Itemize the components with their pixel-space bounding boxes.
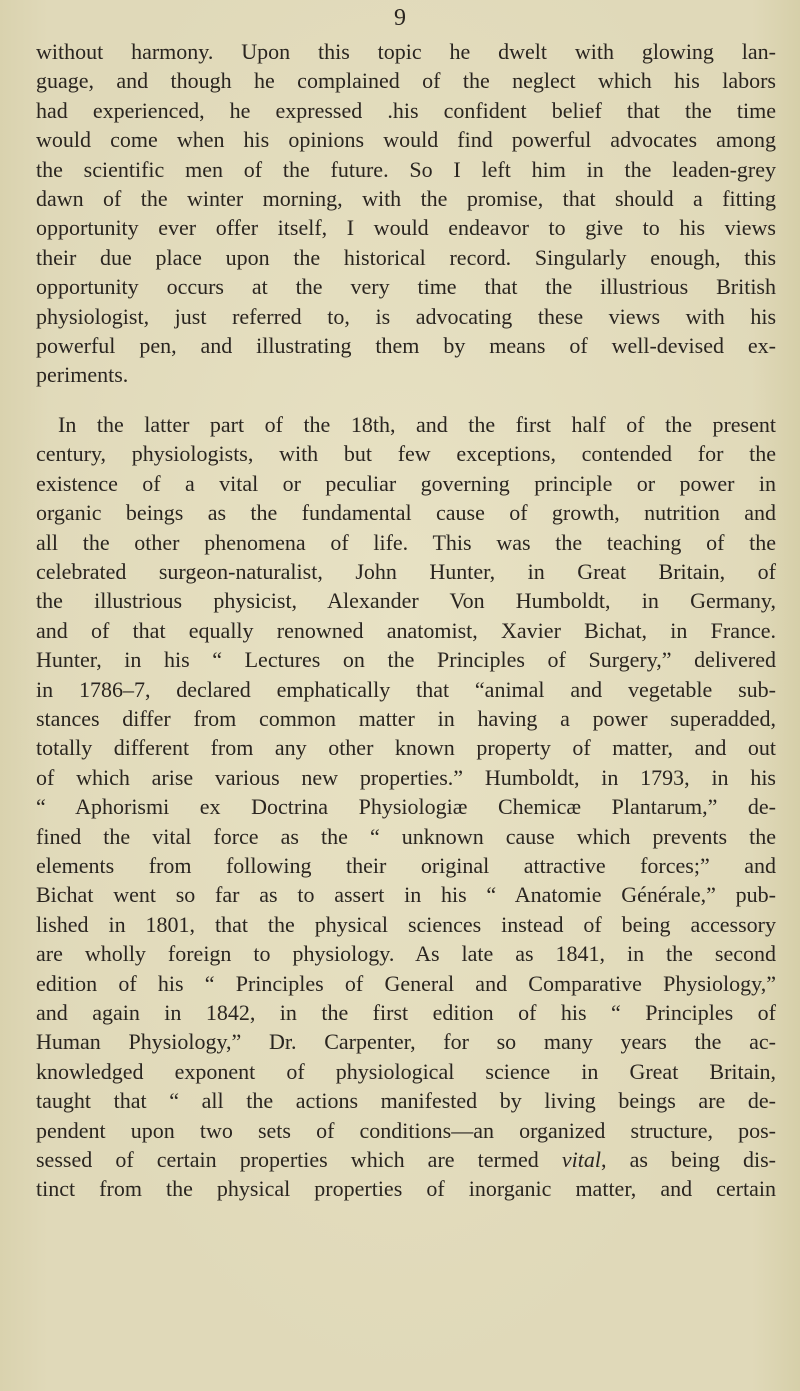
text-line: organic beings as the fundamental cause of growth, nutrition and [36,500,776,526]
text-line: totally different from any other known property of matter, and out [36,735,776,761]
emphasis-text: vital [561,1147,601,1173]
text-line: Bichat went so far as to assert in his “ Anatomie Générale,” pub- [36,882,776,908]
text-line: the illustrious physicist, Alexander Von Humboldt, in Germany, [36,588,776,614]
text-line: opportunity ever offer itself, I would endeavor to give to his views [36,215,776,241]
text-line: existence of a vital or peculiar governing principle or power in [36,470,776,496]
text-line: Human Physiology,” Dr. Carpenter, for so many years the ac- [36,1029,776,1055]
text-line: guage, and though he complained of the neglect which his labors [36,68,776,94]
text-line: pendent upon two sets of conditions—an organized structure, pos- [36,1117,776,1143]
paragraph-1 [36,37,776,390]
text-line: celebrated surgeon-naturalist, John Hunter, in Great Britain, of [36,558,776,584]
text-line: sessed of certain properties which are termed vital, as being dis- [36,1147,776,1173]
text-line: elements from following their original attractive forces;” and [36,852,776,878]
text-line: the scientific men of the future. So I left him in the leaden-grey [36,156,776,182]
text-line: and again in 1842, in the first edition of his “ Principles of [36,1000,776,1025]
text-line: their due place upon the historical record. Singularly enough, this [36,244,776,270]
paragraph-2 [36,410,776,1204]
text-line: knowledged exponent of physiological science in Great Britain, [36,1058,776,1084]
text-line: stances differ from common matter in having a power superadded, [36,705,776,731]
text-line: are wholly foreign to physiology. As late as 1841, in the second [36,941,776,967]
text-line: fined the vital force as the “ unknown cause which prevents the [36,823,776,849]
text-line: dawn of the winter morning, with the promise, that should a fitting [36,186,776,212]
text-line: edition of his “ Principles of General and Comparative Physiology,” [36,970,776,996]
text-line: physiologist, just referred to, is advocating these views with his [36,303,776,329]
text-line: century, physiologists, with but few exceptions, contended for the [36,441,776,467]
text-line: lished in 1801, that the physical sciences instead of being accessory [36,911,776,937]
text-line: of which arise various new properties.” Humboldt, in 1793, in his [36,764,776,790]
text-line: tinct from the physical properties of inorganic matter, and certain [36,1176,776,1202]
text-line: powerful pen, and illustrating them by means of well-devised ex- [36,333,776,359]
text-line: had experienced, he expressed .his confident belief that the time [36,97,776,123]
text-line: and of that equally renowned anatomist, Xavier Bichat, in France. [36,617,776,643]
text-line: periments. [36,362,129,388]
text-line: taught that “ all the actions manifested by living beings are de- [36,1088,776,1114]
text-line: opportunity occurs at the very time that the illustrious British [36,274,776,300]
text-line: without harmony. Upon this topic he dwelt with glowing lan- [36,39,776,64]
page-number: 9 [394,5,406,31]
text-line: Hunter, in his “ Lectures on the Principles of Surgery,” delivered [36,647,776,673]
text-line: in 1786–7, declared emphatically that “animal and vegetable sub- [36,676,776,702]
text-line: In the latter part of the 18th, and the first half of the present [58,411,776,437]
text-line: all the other phenomena of life. This was the teaching of the [36,529,776,555]
text-line: “ Aphorismi ex Doctrina Physiologiæ Chemicæ Plantarum,” de- [36,794,776,820]
body-text [36,37,776,1204]
text-line: would come when his opinions would find powerful advocates among [36,127,776,153]
